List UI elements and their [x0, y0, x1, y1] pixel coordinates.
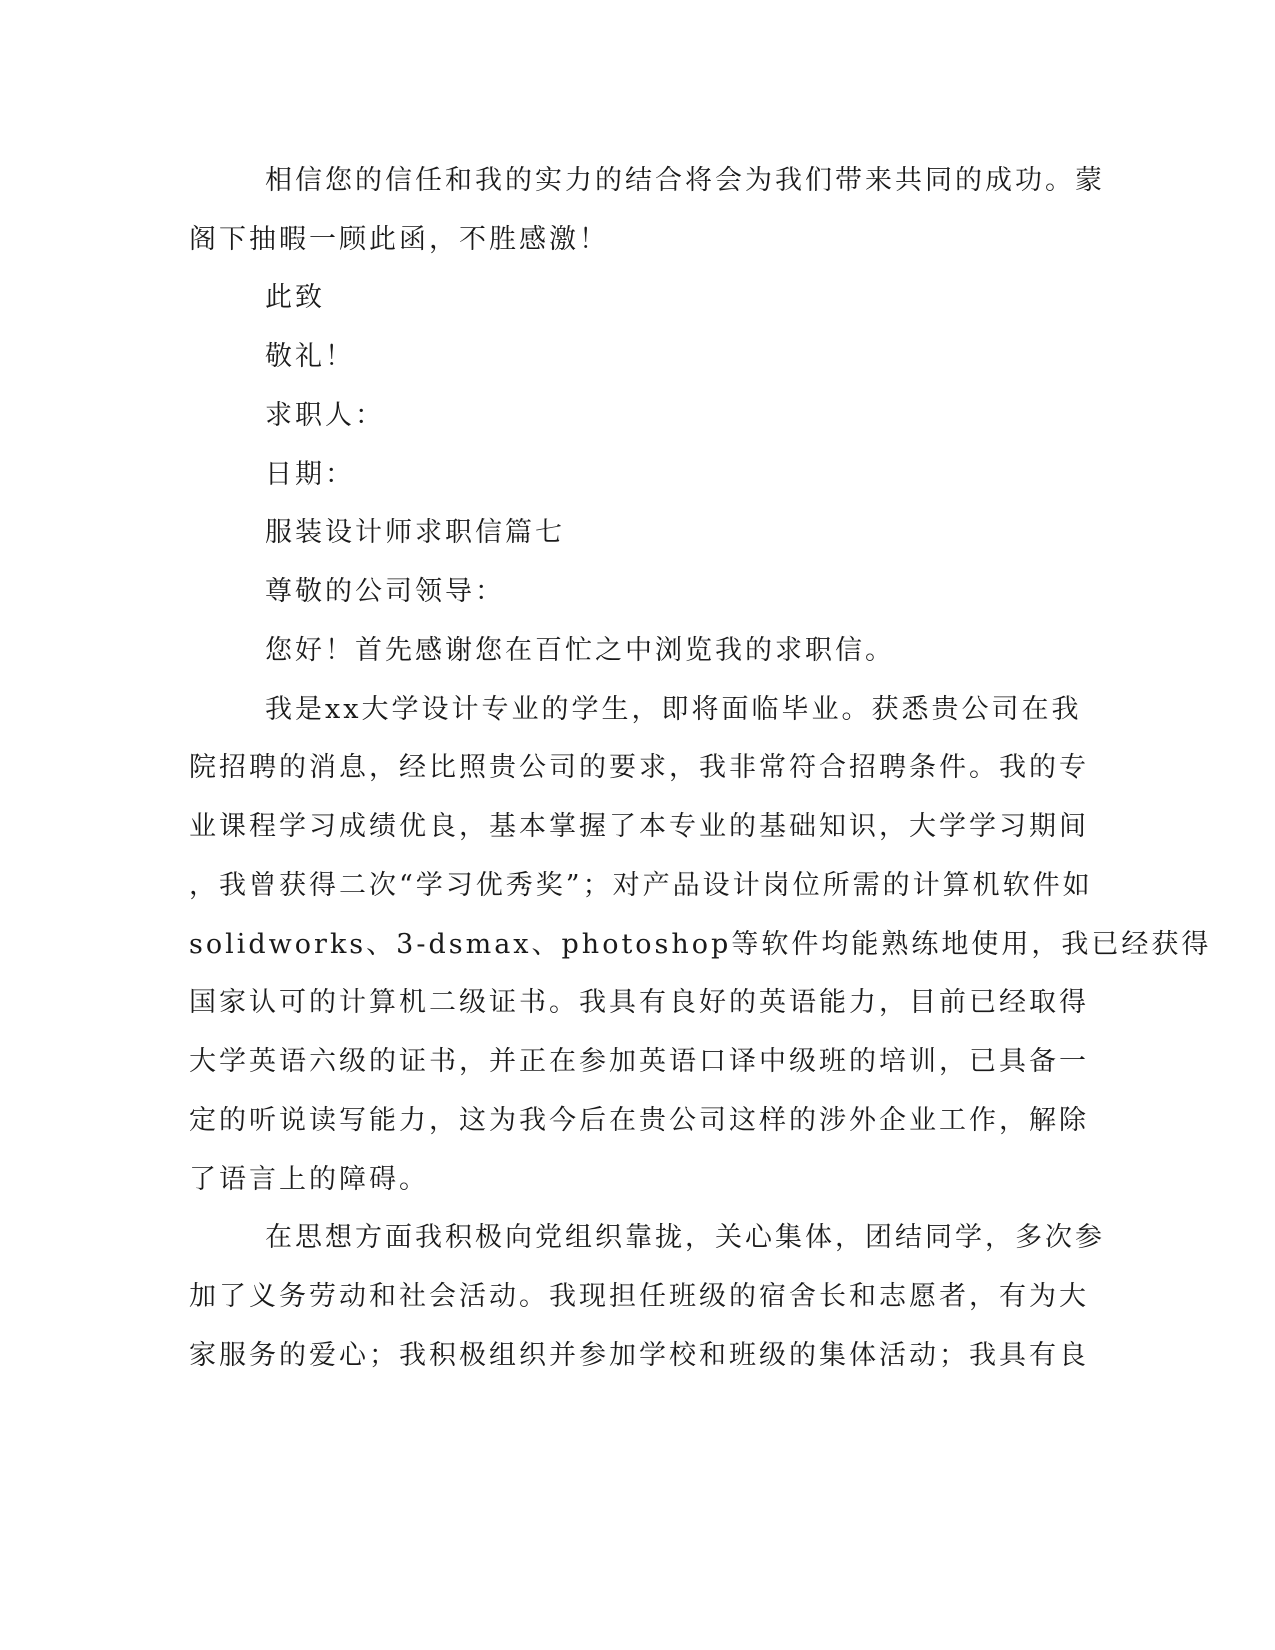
- date-label: 日期：: [265, 459, 355, 490]
- closing-regards: 敬礼！: [265, 341, 355, 372]
- applicant-label: 求职人：: [265, 400, 385, 431]
- paragraph-line: 了语言上的障碍。: [189, 1164, 429, 1195]
- paragraph-line: 院招聘的消息，经比照贵公司的要求，我非常符合招聘条件。我的专: [189, 752, 1089, 783]
- closing-salutation: 此致: [265, 282, 325, 313]
- paragraph-line: ，我曾获得二次“学习优秀奖”；对产品设计岗位所需的计算机软件如: [189, 870, 1093, 901]
- paragraph-line: 我是xx大学设计专业的学生，即将面临毕业。获悉贵公司在我: [265, 694, 1082, 725]
- paragraph-line: solidworks、3-dsmax、photoshop等软件均能熟练地使用，我已经获得: [189, 929, 1212, 960]
- section-heading: 服装设计师求职信篇七: [265, 517, 565, 548]
- paragraph-line: 家服务的爱心；我积极组织并参加学校和班级的集体活动；我具有良: [189, 1340, 1089, 1371]
- paragraph-line: 相信您的信任和我的实力的结合将会为我们带来共同的成功。蒙: [265, 165, 1105, 196]
- paragraph-line: 业课程学习成绩优良，基本掌握了本专业的基础知识，大学学习期间: [189, 811, 1089, 842]
- paragraph-line: 阁下抽暇一顾此函，不胜感激！: [189, 224, 609, 255]
- paragraph-line: 加了义务劳动和社会活动。我现担任班级的宿舍长和志愿者，有为大: [189, 1281, 1089, 1312]
- greeting-line: 尊敬的公司领导：: [265, 576, 505, 607]
- paragraph-line: 您好！首先感谢您在百忙之中浏览我的求职信。: [265, 635, 895, 666]
- paragraph-line: 国家认可的计算机二级证书。我具有良好的英语能力，目前已经取得: [189, 987, 1089, 1018]
- paragraph-line: 在思想方面我积极向党组织靠拢，关心集体，团结同学，多次参: [265, 1222, 1105, 1253]
- paragraph-line: 大学英语六级的证书，并正在参加英语口译中级班的培训，已具备一: [189, 1046, 1089, 1077]
- paragraph-line: 定的听说读写能力，这为我今后在贵公司这样的涉外企业工作，解除: [189, 1105, 1089, 1136]
